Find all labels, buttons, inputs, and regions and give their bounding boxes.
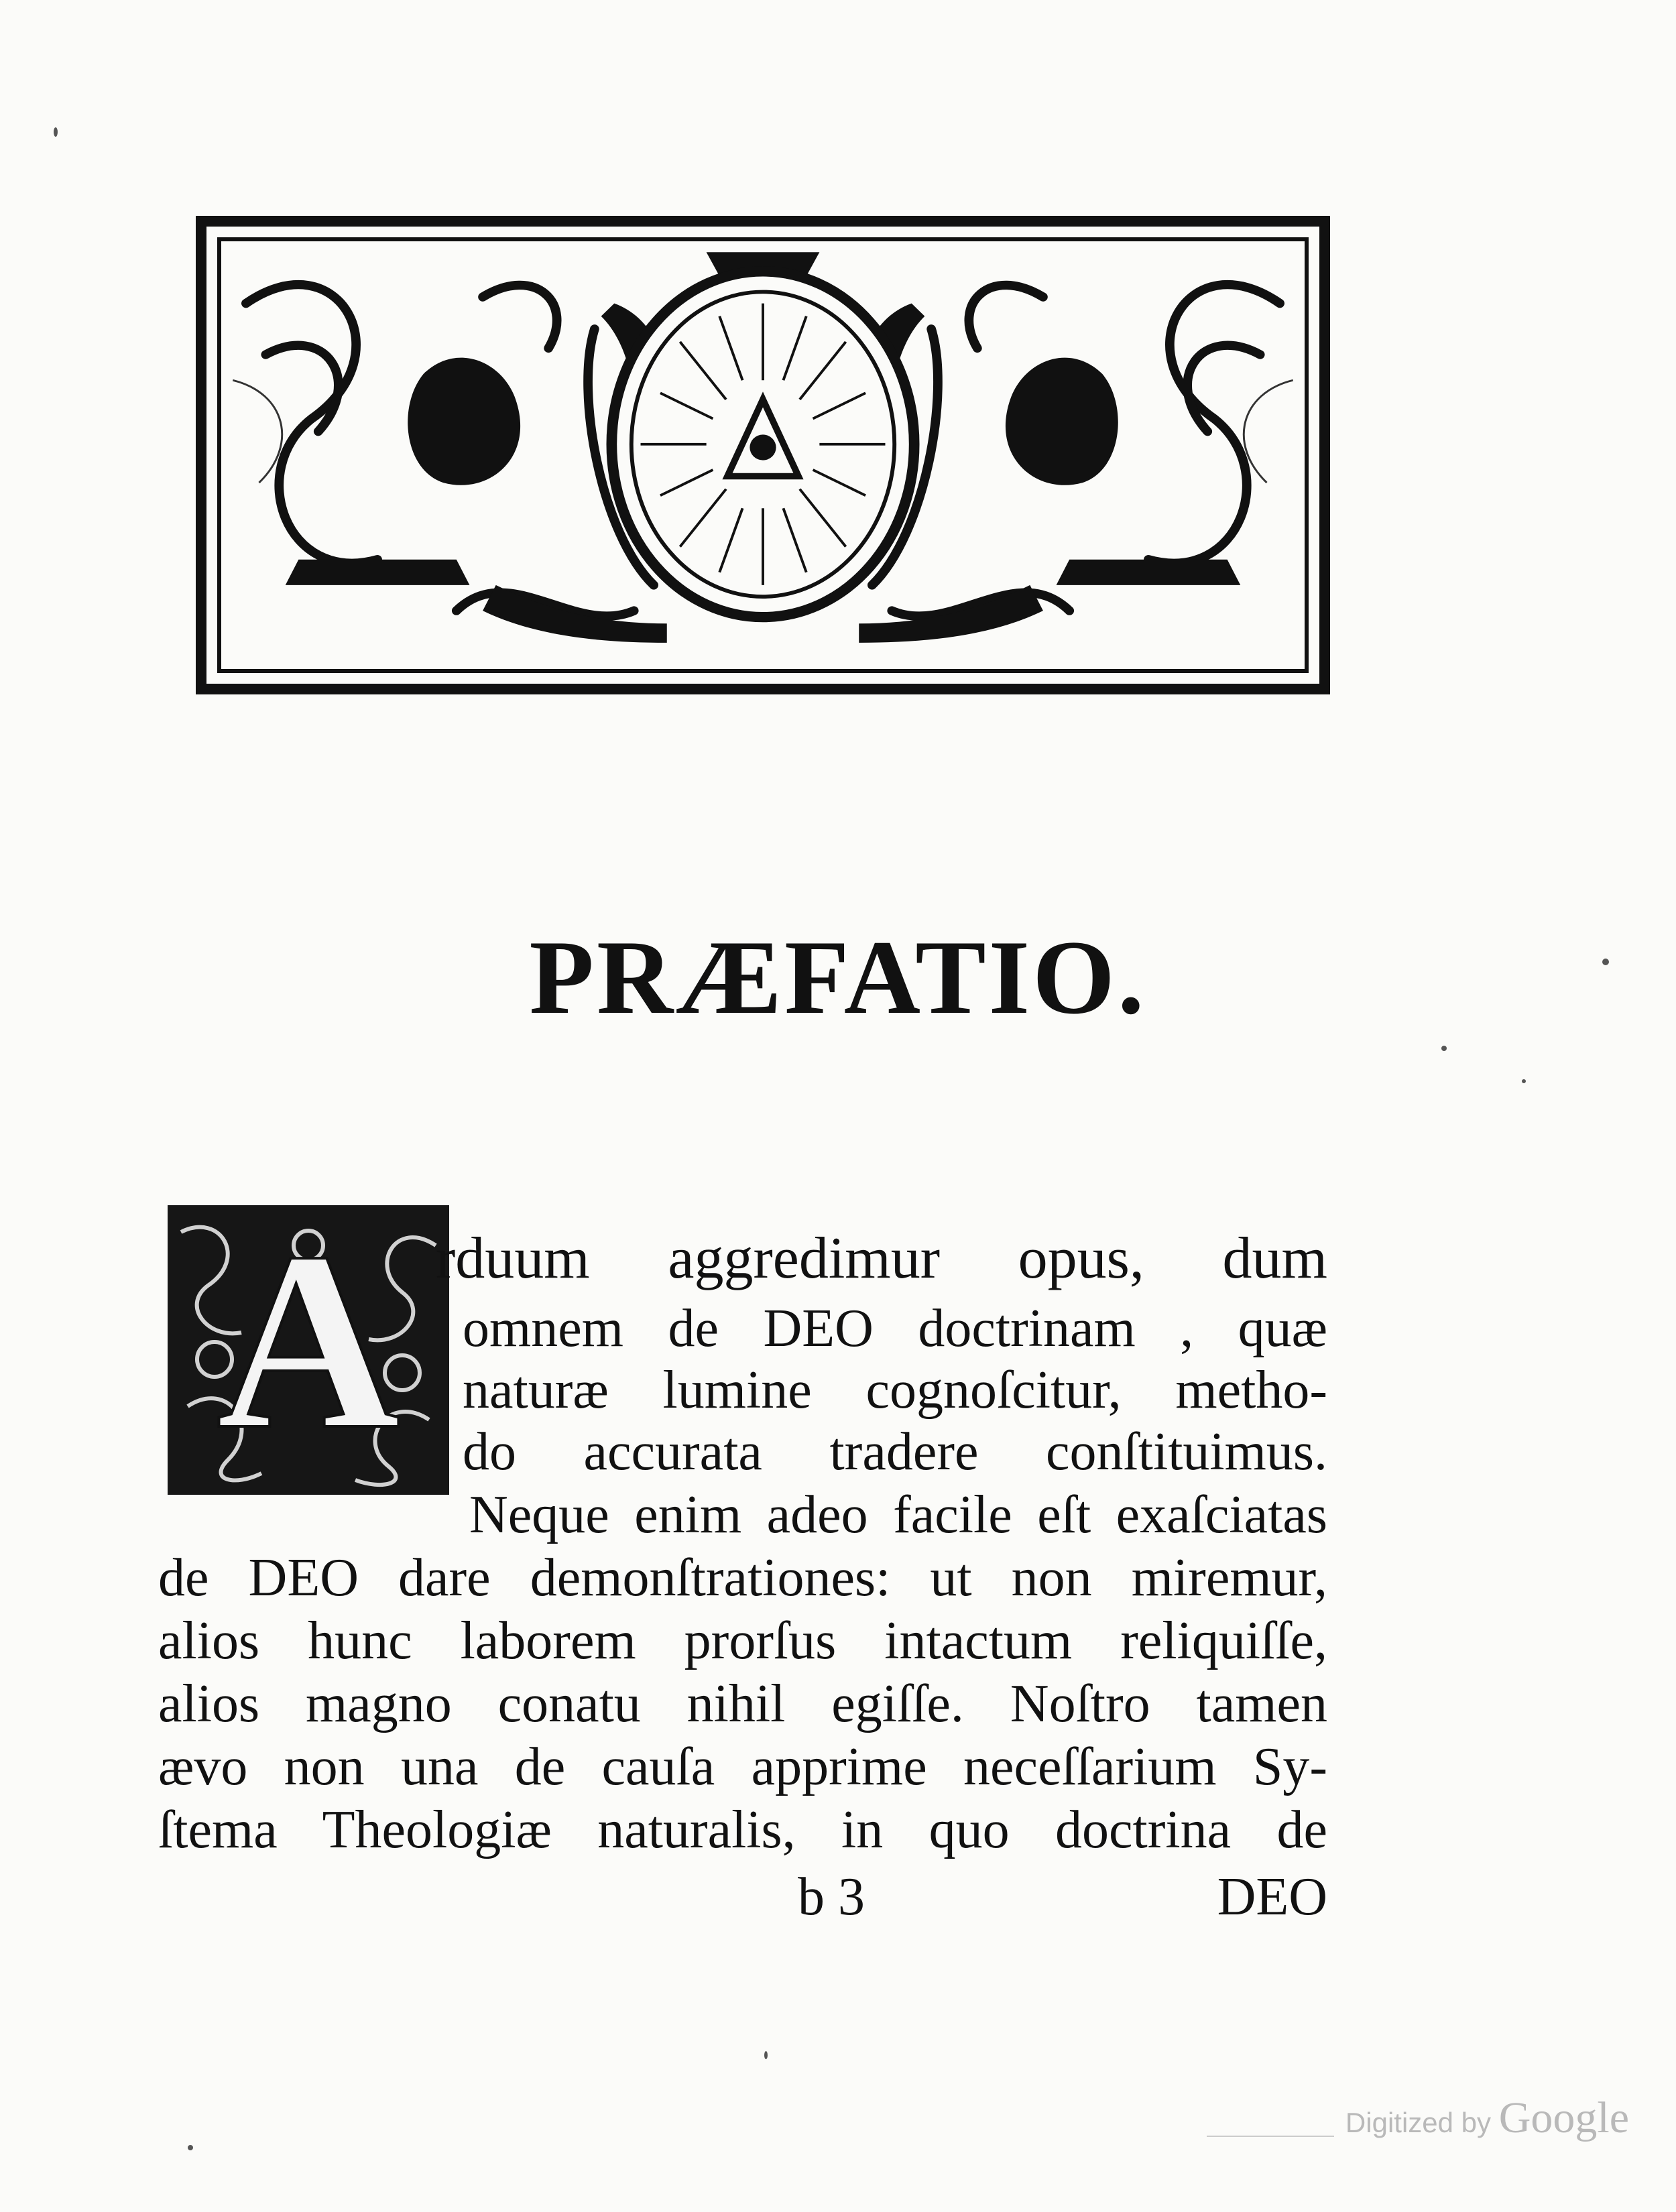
text-line-4: do accurata tradere conſtituimus. (463, 1422, 1327, 1481)
paper-speck (1522, 1079, 1526, 1083)
paper-speck (188, 2145, 193, 2150)
paper-speck (764, 2051, 768, 2059)
text-line-6: de DEO dare demonſtrationes: ut non miremur, (158, 1548, 1327, 1607)
initial-letter-glyph: A (216, 1205, 401, 1482)
signature-mark: b 3 (798, 1867, 865, 1926)
text-line-10: ſtema Theologiæ naturalis, in quo doctrina de (158, 1800, 1327, 1859)
text-line-5: Neque enim adeo facile eſt exaſciatas (469, 1485, 1327, 1544)
digitization-watermark (1345, 2093, 1629, 2143)
text-line-3: naturæ lumine cognoſcitur, metho- (463, 1361, 1327, 1420)
decorated-initial-letter (168, 1205, 449, 1495)
catchword: DEO (1217, 1867, 1327, 1926)
watermark-prefix: Digitized by (1345, 2107, 1492, 2138)
headpiece-engraving (206, 227, 1319, 684)
initial-letter-ornament (168, 1205, 449, 1495)
paper-speck (54, 127, 58, 137)
text-line-1: rduum aggredimur opus, dum (436, 1226, 1327, 1291)
text-line-2: omnem de DEO doctrinam , quæ (463, 1299, 1327, 1358)
paper-speck (1441, 1046, 1447, 1051)
ornamental-headpiece (196, 216, 1330, 694)
text-line-7: alios hunc laborem prorſus intactum reliquiſſe, (158, 1611, 1327, 1670)
paper-speck (1602, 959, 1609, 965)
page-title: PRÆFATIO. (529, 919, 1147, 1036)
text-line-8: alios magno conatu nihil egiſſe. Noſtro tamen (158, 1674, 1327, 1733)
watermark-brand: Google (1498, 2093, 1629, 2142)
watermark-rule (1207, 2136, 1334, 2137)
text-line-9: ævo non una de cauſa apprime neceſſarium Sy- (158, 1737, 1327, 1796)
